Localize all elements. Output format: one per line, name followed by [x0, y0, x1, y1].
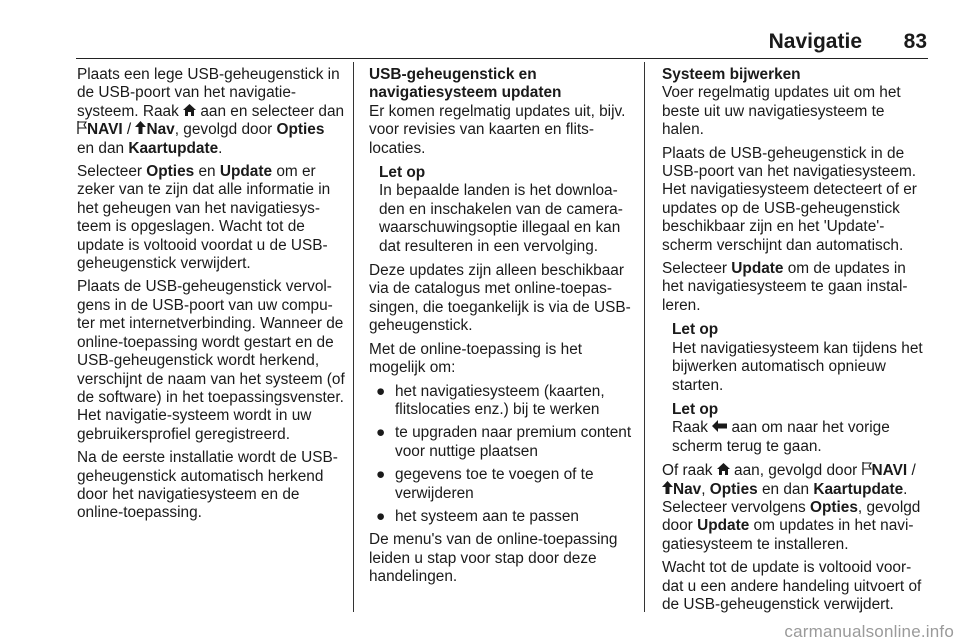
section-heading: Systeem bijwerken [662, 66, 801, 83]
list-item: ● te upgraden naar premium content voor nuttige plaatsen [376, 424, 632, 460]
paragraph: Met de online-toepassing is het mogelijk om: [369, 340, 583, 377]
bullet-list [369, 383, 635, 527]
bullet-icon: ● [376, 507, 386, 525]
bullet-icon: ● [376, 382, 386, 400]
update-label: Update [219, 163, 273, 181]
paragraph: De menu's van de online-toepassing leiden u stap voor stap door deze handelingen. [369, 531, 618, 586]
bullet-icon: ● [376, 424, 386, 442]
list-item: ● het navigatiesysteem (kaarten, flitslocaties enz.) bij te werken [376, 382, 605, 418]
paragraph: Deze updates zijn alleen beschikbaar via de catalogus met online-toepas-singen, die toegankelijk is via de USB-geheugenstick. [369, 262, 631, 335]
nav-label: Nav [673, 480, 702, 498]
opties-label: Opties [276, 121, 325, 139]
note-title: Let op [672, 400, 719, 418]
home-icon [717, 463, 730, 475]
nav-label: Nav [146, 121, 175, 139]
opties-label: Opties [146, 163, 195, 181]
navi-label: NAVI [87, 121, 123, 139]
section-heading: USB-geheugenstick en navigatiesysteem updaten [369, 66, 562, 102]
page-header [0, 0, 960, 56]
column-divider [644, 62, 645, 612]
note-block [379, 164, 635, 256]
paragraph: Plaats de USB-geheugenstick in de USB-poort van het navigatiesysteem. Het navigatiesysteem detecteert of er updates op de USB-geheugenstick beschikbaar zijn en het 'Update'-scherm verschijnt dan automatisch. [662, 144, 917, 254]
flag-icon [862, 462, 872, 475]
flag-icon [77, 121, 87, 134]
update-label: Update [697, 517, 750, 535]
column-middle [369, 66, 635, 592]
navi-label: NAVI [871, 462, 908, 480]
list-item: ● gegevens toe te voegen of te verwijderen [376, 466, 594, 502]
note-title: Let op [672, 321, 719, 339]
opties-label: Opties [810, 498, 858, 516]
list-item: ● het systeem aan te passen [376, 507, 579, 525]
update-label: Update [731, 260, 784, 278]
page-title: Navigatie [768, 30, 862, 53]
column-right [662, 66, 930, 619]
note-text: Het navigatiesysteem kan tijdens het bijwerken automatisch opnieuw starten. [672, 339, 923, 394]
nav-arrow-icon [662, 481, 673, 494]
opties-label: Opties [709, 480, 758, 498]
paragraph: Selecteer Opties en Update om er zeker van te zijn dat alle informatie in het geheugen van het navigatiesys-teem is opgeslagen. Wacht tot de update is voltooid voordat u de USB-geheugenstick verwijdert. [77, 163, 331, 273]
note-title: Let op [379, 164, 426, 182]
header-divider [76, 58, 928, 59]
paragraph: Wacht tot de update is voltooid voor-dat u een andere handeling uitvoert of de USB-geheugenstick verwijdert. [662, 559, 922, 613]
column-divider [353, 62, 354, 612]
paragraph: Voer regelmatig updates uit om het beste uit uw navigatiesysteem te halen. [662, 84, 901, 139]
paragraph: Er komen regelmatig updates uit, bijv. voor revisies van kaarten en flits-locaties. [369, 102, 626, 157]
paragraph: Plaats een lege USB-geheugenstick in de USB-poort van het navigatie-systeem. Raak aan en selecteer dan NAVI / Nav, gevolgd door Opties en dan Kaartupdate. [77, 66, 345, 157]
kaartupdate-label: Kaartupdate [128, 139, 219, 157]
bullet-icon: ● [376, 466, 386, 484]
column-left [77, 66, 345, 528]
kaartupdate-label: Kaartupdate [813, 480, 904, 498]
nav-arrow-icon [135, 121, 146, 134]
page-number: 83 [903, 30, 927, 53]
note-block: Let op Raak aan om naar het vorige scherm terug te gaan. [672, 401, 930, 456]
paragraph: Plaats de USB-geheugenstick vervol-gens in de USB-poort van uw compu-ter met internetverbinding. Wanneer de online-toepassing wordt gestart en de USB-geheugenstick wordt herkend, verschijnt de naam van het systeem (of de software) in het toepassingsvenster. Het navigatie-systeem wordt in uw gebruikersprofiel geregistreerd. [77, 278, 345, 443]
note-text: In bepaalde landen is het downloa-den en inschakelen van de camera-waarschuwingsoptie illegaal en kan dat resulteren in een vervolging. [379, 182, 623, 255]
paragraph: Selecteer Update om de updates in het navigatiesysteem te gaan instal-leren. [662, 260, 908, 314]
paragraph: Of raak aan, gevolgd door NAVI / Nav, Opties en dan Kaartupdate. Selecteer vervolgens Opties, gevolgd door Update om updates in het navi-gatiesysteem te installeren. [662, 462, 921, 553]
note-block [672, 321, 930, 395]
watermark: carmanualsonline.info [784, 622, 954, 641]
paragraph: Na de eerste installatie wordt de USB-geheugenstick automatisch herkend door het navigatiesysteem en de online-toepassing. [77, 449, 338, 522]
back-arrow-icon [712, 420, 727, 432]
home-icon [183, 104, 196, 116]
